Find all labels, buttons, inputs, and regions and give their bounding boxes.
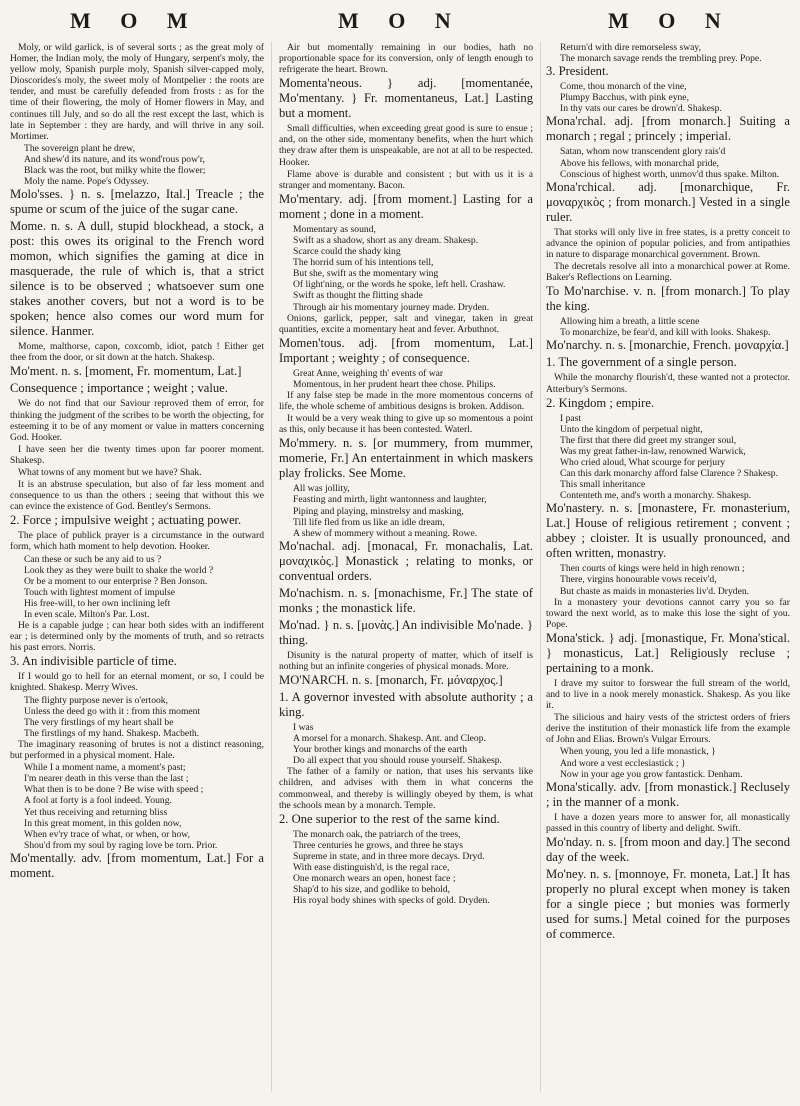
verse-line: Now in your age you grow fantastick. Denham. [560,768,743,780]
dictionary-entry: 1. A governor invested with absolute authority ; a king. [279,690,533,719]
dictionary-entry: Molo'sses. } n. s. [melazzo, Ital.] Treacle ; the spume or scum of the juice of the sugar cane. [10,187,264,217]
dictionary-entry: Mo'nastery. n. s. [monastere, Fr. monasterium, Lat.] House of religious retirement ; convent ; abbey ; cloister. It is usually pronounced, and often written, monastry. [546,501,790,561]
page-header [0,8,800,38]
verse-line: The horrid sum of his intentions tell, [293,257,434,269]
verse-line: Shap'd to his size, and godlike to behold, [293,884,451,896]
verse-line: Great Anne, weighing th' events of war [293,367,444,379]
verse-line: Through air his momentary journey made. Dryden. [293,301,490,313]
quotation: I have seen her die twenty times upon far poorer moment. Shakesp. [10,443,264,466]
quotation: I drave my suitor to forswear the full stream of the world, and to live in a nook merely monastick. Shakesp. As you like it. [546,677,790,712]
verse-line: When ev'ry trace of what, or when, or how, [24,828,191,840]
quotation: Flame above is durable and consistent ; but with us it is a stranger and momentany. Bacon. [279,168,533,191]
verse-line: Satan, whom now transcendent glory rais'd [560,146,726,158]
quotation: If I would go to hell for an eternal moment, or so, I could be knighted. Shakesp. Merry Wives. [10,671,264,694]
verse-line: Momentary as sound, [293,223,376,235]
verse-line: When young, you led a life monastick, } [560,746,716,758]
dictionary-entry: Mo'mentally. adv. [from momentum, Lat.] For a moment. [10,850,264,880]
quotation: Mome, malthorse, capon, coxcomb, idiot, patch ! Either get thee from the door, or sit down at the hatch. Shakesp. [10,341,264,364]
verse-line: A shew of mommery without a meaning. Rowe. [293,527,478,539]
quotation: In a monastery your devotions cannot carry you so far toward the next world, as to make this lose the sight of you. Pope. [546,596,790,630]
dictionary-entry: Mo'narchy. n. s. [monarchie, French. μοναρχία.] [546,338,789,353]
dictionary-entry: Mome. n. s. A dull, stupid blockhead, a stock, a post: this owes its original to the French word momon, which signifies the gaming at dice in masquerade, the rule of which is, that a strict silence is to be observed ; whatsoever sum one stakes another covers, but not a word is to be spoken; hence also comes our word mum for silence. Hanmer. [10,219,264,339]
verse-line: Swift as a shadow, short as any dream. Shakesp. [293,234,479,246]
header-center: M O N [338,8,463,33]
quotation: While the monarchy flourish'd, these wanted not a protector. Atterbury's Sermons. [546,372,790,395]
verse-line: All was jollity, [293,483,350,495]
verse-line: Unto the kingdom of perpetual night, [560,423,703,435]
verse-line: The first that there did greet my stranger soul, [560,434,737,446]
verse-line: Three centuries he grows, and three he stays [293,839,463,851]
dictionary-entry: 3. President. [546,64,609,79]
verse-line: Or be a moment to our enterprise ? Ben Jonson. [24,575,208,587]
dictionary-entry: Mona'rchical. adj. [monarchique, Fr. μοναρχικὸς ; from monarch.] Vested in a single ruler. [546,179,790,224]
quotation: The decretals resolve all into a monarchical power at Rome. Baker's Reflections on Learning. [546,261,790,284]
verse-line: Unless the deed go with it : from this moment [24,705,201,717]
verse-line: The firstlings of my hand. Shakesp. Macbeth. [24,727,200,739]
quotation: The place of publick prayer is a circumstance in the outward form, which hath moment to help devotion. Hooker. [10,530,264,553]
dictionary-entry: Mo'nday. n. s. [from moon and day.] The second day of the week. [546,834,790,864]
verse-line: Conscious of highest worth, unmov'd thus spake. Milton. [560,168,780,180]
quotation: Small difficulties, when exceeding great good is sure to ensue ; and, on the other side, momentany benefits, when the hurt which they draw after them is unspeakable, are not at all to be respected. Hooker. [279,123,533,168]
verse-line: Contenteth me, and's worth a monarchy. Shakesp. [560,490,752,502]
verse-line: Can this dark monarchy afford false Clarence ? Shakesp. [560,468,779,480]
header-left: M O M [70,8,200,33]
verse-line: And shew'd its nature, and its wond'rous pow'r, [24,153,205,165]
quotation: Onions, garlick, pepper, salt and vinegar, taken in great quantities, excite a momentary heat and fever. Arbuthnot. [279,312,533,335]
dictionary-entry: 2. Force ; impulsive weight ; actuating power. [10,513,242,528]
verse-line: In even scale. Milton's Par. Lost. [24,609,150,620]
quotation: Air but momentally remaining in our bodies, hath no proportionable space for its conversion, only of length enough to refrigerate the heart. Brown. [279,42,533,76]
verse-line: Was my great father-in-law, renowned Warwick, [560,445,746,457]
quotation: It is an abstruse speculation, but also of far less moment and consequence to us than the others ; seeing that without this we can evince the existence of God. Bentley's Sermons. [10,479,264,513]
verse-line: Yet thus receiving and returning bliss [24,806,168,818]
dictionary-entry: 2. Kingdom ; empire. [546,395,655,410]
verse-line: There, virgins honourable vows receiv'd, [560,574,717,586]
dictionary-entry: Momenta'neous. } adj. [momentanée, Mo'mentany. } Fr. momentaneus, Lat.] Lasting but a moment. [279,76,533,121]
verse-line: His royal body shines with specks of gold. Dryden. [293,895,490,907]
verse-line: What then is to be done ? Be wise with speed ; [24,784,204,796]
column-divider [271,42,272,1092]
verse-line: But chaste as maids in monasteries liv'd. Dryden. [560,585,750,597]
verse-line: Supreme in state, and in three more decays. Dryd. [293,850,485,862]
dictionary-entry: Mona'stically. adv. [from monastick.] Reclusely ; in the manner of a monk. [546,779,790,809]
verse-line: Momentous, in her prudent heart thee chose. Philips. [293,378,496,390]
verse-line: Plumpy Bacchus, with pink eyne, [560,92,689,104]
verse-line: Look they as they were built to shake the world ? [24,564,214,576]
dictionary-entry: To Mo'narchise. v. n. [from monarch.] To play the king. [546,284,790,314]
dictionary-entry: Mo'ney. n. s. [monnoye, Fr. moneta, Lat.] It has properly no plural except when money is taken for a single piece ; but monies was formerly used for sums.] Metal coined for the purposes of commerce. [546,866,790,941]
quotation: If any false step be made in the more momentous concerns of life, the whole scheme of ambitious designs is broken. Addison. [279,389,533,413]
verse-line: Return'd with dire remorseless sway, [560,42,701,53]
verse-line: I past [560,412,582,424]
quotation: It would be a very weak thing to give up so momentous a point as this, only because it has been contested. Waterl. [279,413,533,436]
dictionary-entry: Mo'mmery. n. s. [or mummery, from mummer, momerie, Fr.] An entertainment in which maskers play frolicks. See Mome. [279,436,533,481]
dictionary-entry: Mona'stick. } adj. [monastique, Fr. Mona'stical. } monasticus, Lat.] Religiously recluse ; pertaining to a monk. [546,630,790,675]
verse-line: Swift as thought the flitting shade [293,290,423,302]
verse-line: The sovereign plant he drew, [24,142,135,154]
quotation: Moly, or wild garlick, is of several sorts ; as the great moly of Homer, the Indian moly, the moly of Hungary, serpent's moly, the yellow moly, Spanish purple moly, Spanish silver-capped moly, Dioscorides's moly, the sweet moly of Montpelier : the roots are tender, and must be carefully defended from frosts : as for the time of their flowering, the moly of Homer flowers in May, and continues till July, and so do all the rest except the last, which is late in September : they are hardy, and will thrive in any soil. Mortimer. [10,42,264,142]
verse-line: This small inheritance [560,479,646,491]
verse-line: Your brother kings and monarchs of the earth [293,744,468,756]
dictionary-entry: 2. One superior to the rest of the same kind. [279,811,500,826]
verse-line: Then courts of kings were held in high renown ; [560,563,745,575]
verse-line: Piping and playing, minstrelsy and masking, [293,505,464,517]
verse-line: In this great moment, in this golden now, [24,817,182,829]
dictionary-entry: Mona'rchal. adj. [from monarch.] Suiting a monarch ; regal ; princely ; imperial. [546,114,790,144]
verse-line: Above his fellows, with monarchal pride, [560,157,720,169]
dictionary-entry: Mo'ment. n. s. [moment, Fr. momentum, Lat.] [10,364,242,379]
column-1 [10,42,264,1102]
column-divider [540,42,541,1092]
verse-line: Till life fled from us like an idle dream, [293,516,445,528]
verse-line: A morsel for a monarch. Shakesp. Ant. and Cleop. [293,733,486,745]
verse-line: With ease distinguish'd, is the regal race, [293,862,450,874]
verse-line: But she, swift as the momentary wing [293,268,439,280]
verse-line: The very firstlings of my heart shall be [24,716,174,728]
column-3 [546,42,790,1102]
quotation: That storks will only live in free states, is a pretty conceit to advance the opinion of popular policies, and from antipathies in nature to disparage monarchical government. Brown. [546,226,790,260]
verse-line: In thy vats our cares be drown'd. Shakesp. [560,103,722,115]
verse-line: Touch with lightest moment of impulse [24,586,175,598]
quotation: The father of a family or nation, that uses his servants like children, and advises with them in what concerns the commonweal, and thereby is willingly obeyed by them, is what the schools mean by a monarch. Temple. [279,766,533,811]
verse-line: I'm nearer death in this verse than the last ; [24,773,189,785]
quotation: What towns of any moment but we have? Shak. [18,466,202,478]
verse-line: Scarce could the shady king [293,246,401,258]
verse-line: The monarch oak, the patriarch of the trees, [293,828,461,840]
quotation: I have a dozen years more to answer for, all monastically passed in this country of liberty and delight. Swift. [546,811,790,834]
quotation: We do not find that our Saviour reproved them of error, for thinking the judgment of the scribes to be worth the objecting, for esteeming it to be of any moment or value in matters concerning God. Hooker. [10,398,264,443]
dictionary-entry: 3. An indivisible particle of time. [10,654,177,669]
quotation: The silicious and hairy vests of the strictest orders of friers derive the institution of their monastick life from the example of John and Elias. Brown's Vulgar Errours. [546,712,790,746]
quotation: He is a capable judge ; can hear both sides with an indifferent ear ; is determined only by the moments of truth, and so retracts his past errors. Norris. [10,620,264,654]
verse-line: And wore a vest ecclesiastick ; } [560,757,686,769]
verse-line: One monarch wears an open, honest face ; [293,873,456,885]
verse-line: Come, thou monarch of the vine, [560,81,687,93]
verse-line: His free-will, to her own inclining left [24,597,171,609]
quotation: The imaginary reasoning of brutes is not a distinct reasoning, but performed in a physical moment. Hale. [10,738,264,762]
verse-line: Shou'd from my soul by raging love be torn. Prior. [24,839,218,851]
dictionary-entry: MO'NARCH. n. s. [monarch, Fr. μόναρχος.] [279,673,503,687]
verse-line: Moly the name. Pope's Odyssey. [24,176,149,188]
quotation: Disunity is the natural property of matter, which of itself is nothing but an infinite congeries of physical monads. More. [279,649,533,672]
dictionary-entry: Mo'nachal. adj. [monacal, Fr. monachalis, Lat. μοναχικὸς.] Monastick ; relating to monks, or conventual orders. [279,538,533,583]
verse-line: To monarchize, be fear'd, and kill with looks. Shakesp. [560,327,771,339]
verse-line: Feasting and mirth, light wantonness and laughter, [293,494,487,506]
header-right: M O N [608,8,733,33]
dictionary-entry: Momen'tous. adj. [from momentum, Lat.] Important ; weighty ; of consequence. [279,335,533,365]
verse-line: While I a moment name, a moment's past; [24,762,186,774]
verse-line: Allowing him a breath, a little scene [560,316,700,328]
dictionary-entry: Mo'nad. } n. s. [μονὰς.] An indivisible Mo'nade. } thing. [279,617,533,647]
column-2 [279,42,533,1102]
verse-line: Black was the root, but milky white the flower; [24,165,206,177]
verse-line: Of light'ning, or the words he spoke, left hell. Crashaw. [293,279,506,291]
verse-line: I was [293,722,314,733]
verse-line: The flighty purpose never is o'ertook, [24,694,168,706]
verse-line: Can these or such be any aid to us ? [24,553,162,565]
verse-line: A fool at forty is a fool indeed. Young. [24,795,172,807]
dictionary-entry: 1. The government of a single person. [546,355,737,370]
verse-line: The monarch savage rends the trembling prey. Pope. [560,53,762,65]
dictionary-entry: Consequence ; importance ; weight ; value. [10,381,228,396]
verse-line: Who cried aloud, What scourge for perjury [560,456,726,468]
dictionary-entry: Mo'nachism. n. s. [monachisme, Fr.] The state of monks ; the monastick life. [279,585,533,615]
verse-line: Do all expect that you should rouse yourself. Shakesp. [293,755,502,767]
dictionary-entry: Mo'mentary. adj. [from moment.] Lasting for a moment ; done in a moment. [279,191,533,221]
